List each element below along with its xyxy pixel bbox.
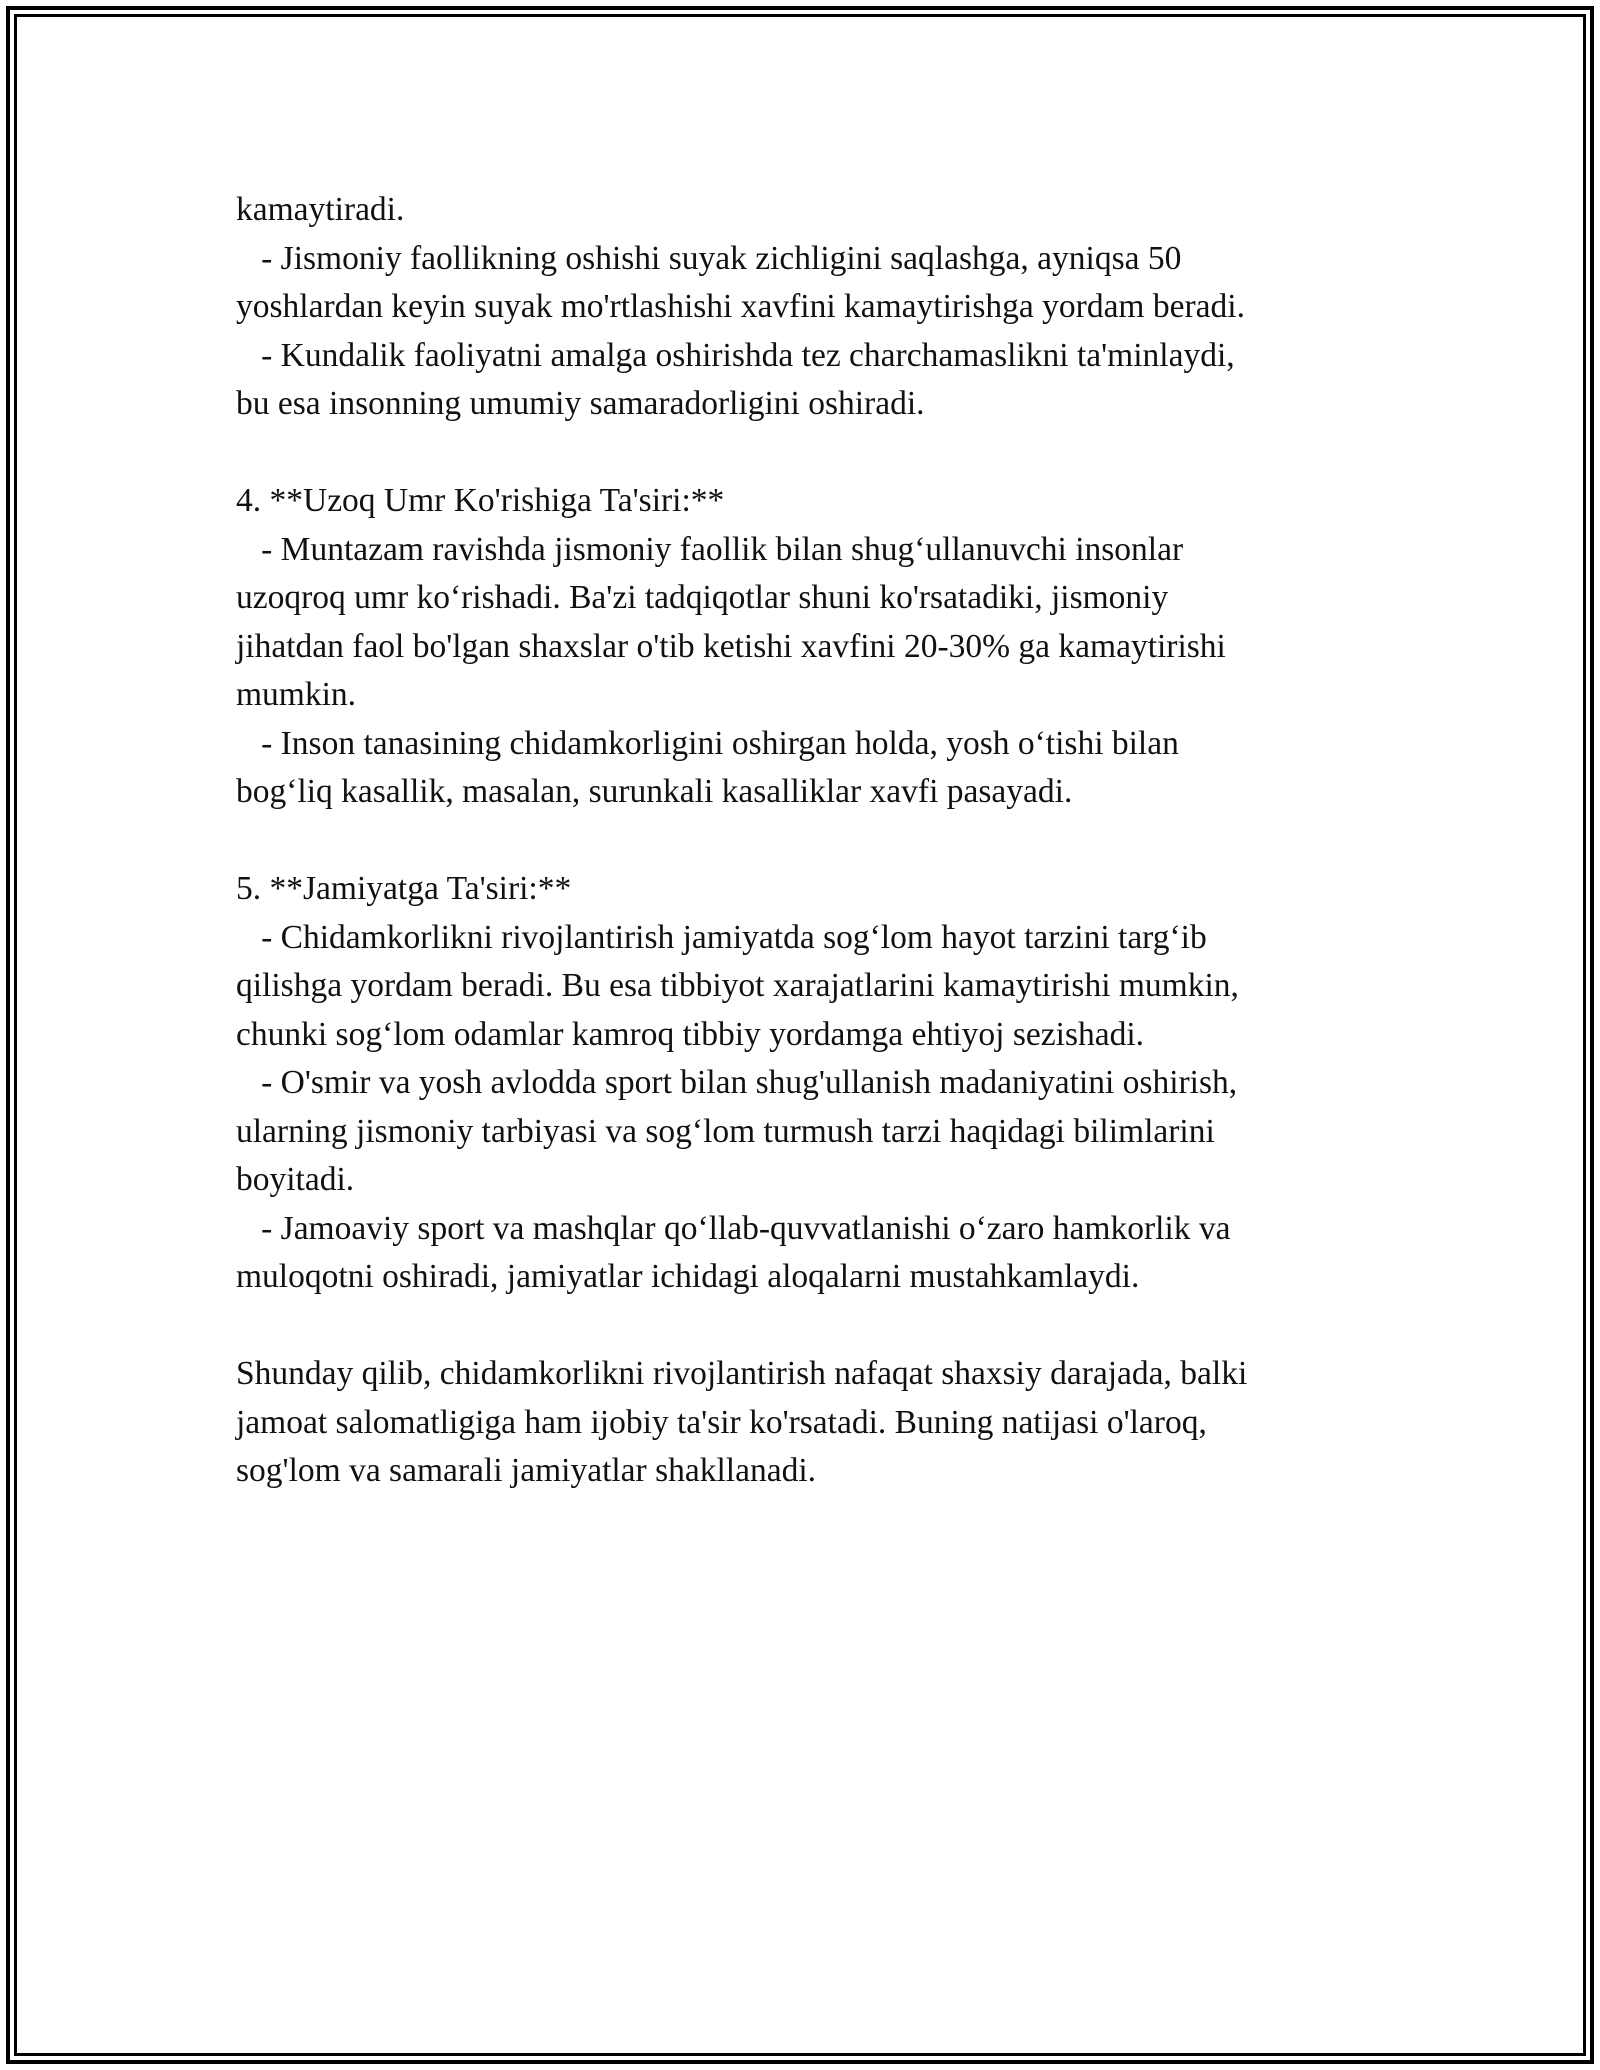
paragraph-continuation	[236, 186, 1396, 429]
text-line: jamoat salomatligiga ham ijobiy ta'sir ko'rsatadi. Buning natijasi o'laroq,	[236, 1403, 1207, 1441]
section-heading: 4. **Uzoq Umr Ko'rishiga Ta'siri:**	[236, 482, 725, 519]
text-line: - Muntazam ravishda jismoniy faollik bilan shug‘ullanuvchi insonlar	[236, 530, 1184, 568]
text-line: jihatdan faol bo'lgan shaxslar o'tib ketishi xavfini 20-30% ga kamaytirishi	[236, 627, 1226, 665]
text-line: boyitadi.	[236, 1161, 355, 1198]
text-line: - Kundalik faoliyatni amalga oshirishda tez charchamaslikni ta'minlaydi,	[236, 336, 1235, 374]
section-5	[236, 865, 1396, 1302]
text-line: - Chidamkorlikni rivojlantirish jamiyatda sog‘lom hayot tarzini targ‘ib	[236, 918, 1207, 956]
text-line: qilishga yordam beradi. Bu esa tibbiyot xarajatlarini kamaytirishi mumkin,	[236, 967, 1239, 1004]
text-line: muloqotni oshiradi, jamiyatlar ichidagi aloqalarni mustahkamlaydi.	[236, 1258, 1140, 1295]
blank-line	[236, 817, 1396, 866]
text-line: uzoqroq umr ko‘rishadi. Ba'zi tadqiqotlar shuni ko'rsatadiki, jismoniy	[236, 579, 1169, 616]
text-line: kamaytiradi.	[236, 191, 405, 228]
text-line: bog‘liq kasallik, masalan, surunkali kasalliklar xavfi pasayadi.	[236, 773, 1073, 810]
text-line: sog'lom va samarali jamiyatlar shakllanadi.	[236, 1452, 817, 1489]
document-body	[236, 186, 1396, 1496]
text-line: mumkin.	[236, 676, 357, 713]
text-line: - Inson tanasining chidamkorligini oshirgan holda, yosh o‘tishi bilan	[236, 724, 1179, 762]
text-line: - O'smir va yosh avlodda sport bilan shug'ullanish madaniyatini oshirish,	[236, 1064, 1238, 1101]
blank-line	[236, 1302, 1396, 1351]
text-line: bu esa insonning umumiy samaradorligini oshiradi.	[236, 385, 925, 422]
text-line: Shunday qilib, chidamkorlikni rivojlantirish nafaqat shaxsiy darajada, balki	[236, 1355, 1248, 1392]
text-line: chunki sog‘lom odamlar kamroq tibbiy yordamga ehtiyoj sezishadi.	[236, 1015, 1145, 1053]
text-line: - Jamoaviy sport va mashqlar qo‘llab-quvvatlanishi o‘zaro hamkorlik va	[236, 1209, 1231, 1247]
text-line: - Jismoniy faollikning oshishi suyak zichligini saqlashga, ayniqsa 50	[236, 239, 1182, 277]
text-line: yoshlardan keyin suyak mo'rtlashishi xavfini kamaytirishga yordam beradi.	[236, 288, 1245, 325]
section-heading: 5. **Jamiyatga Ta'siri:**	[236, 870, 572, 907]
blank-line	[236, 429, 1396, 478]
text-line: ularning jismoniy tarbiyasi va sog‘lom turmush tarzi haqidagi bilimlarini	[236, 1112, 1215, 1150]
section-4	[236, 477, 1396, 817]
conclusion-paragraph	[236, 1350, 1396, 1496]
